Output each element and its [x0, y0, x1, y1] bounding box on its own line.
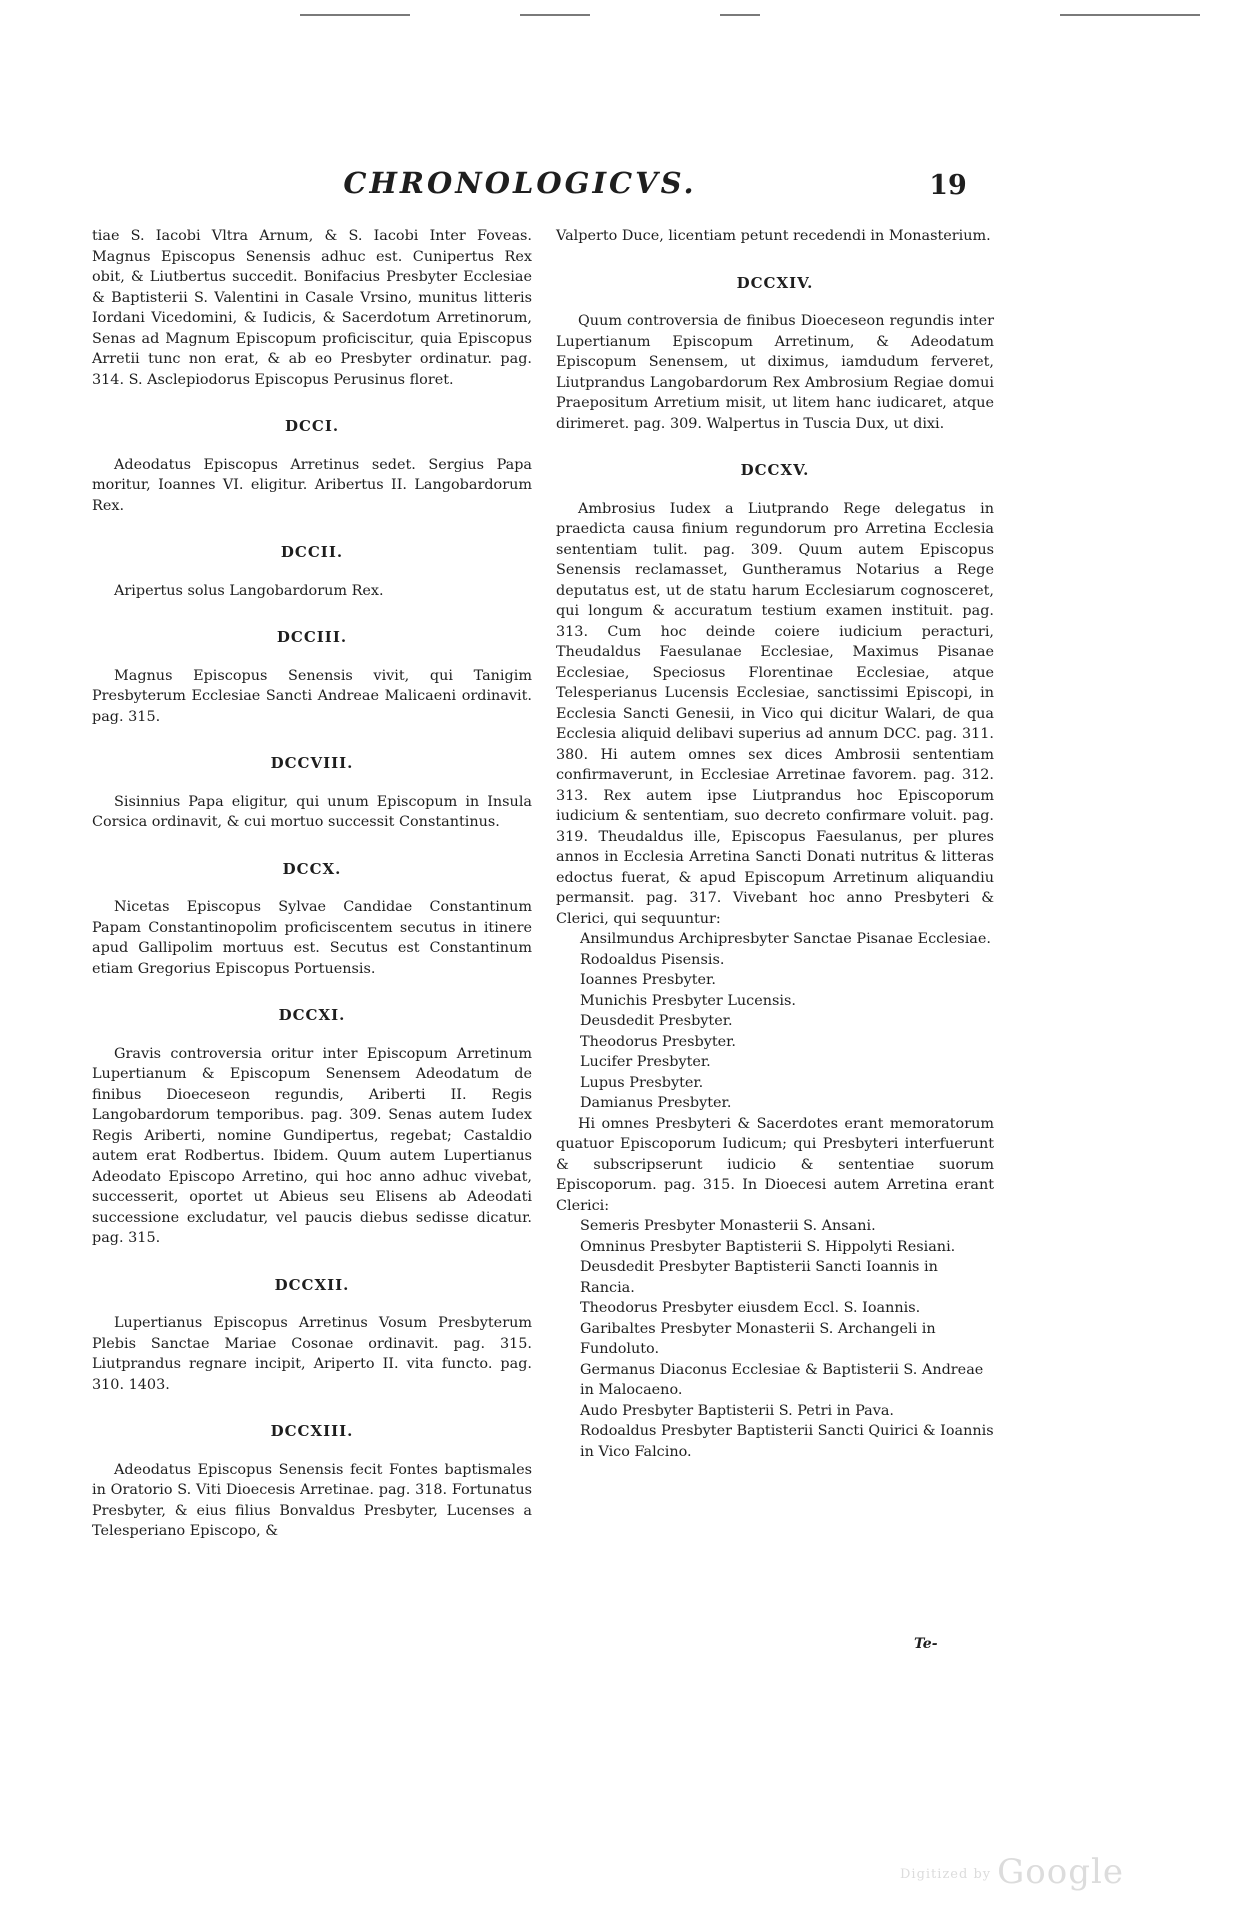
watermark-brand: Google: [997, 1852, 1124, 1892]
year-heading: DCCXV.: [740, 461, 810, 479]
year-heading: DCCX.: [282, 859, 342, 878]
year-heading: DCCXII.: [274, 1275, 350, 1294]
year-heading: DCCIII.: [276, 628, 348, 646]
chronicle-paragraph: tiae S. Iacobi Vltra Arnum, & S. Iacobi Inter Foveas. Magnus Episcopus Senensis adhuc est. Cunipertus Rex obit, & Liutbertus succedit. Bonifacius Presbyter Ecclesiae & Baptisterii S. Valentini in Casale Vrsino, munitus litteris Iordani Vicedomini, & Iudicis, & Sacerdotum Arretinorum, Senas ad Magnum Episcopum proficiscitur, quia Episcopus Arretii tunc non erat, & ab eo Presbyter ordinatur. pag. 314. S. Asclepiodorus Episcopus Perusinus floret.: [92, 228, 532, 388]
clergy-entry: Semeris Presbyter Monasterii S. Ansani.: [580, 1218, 876, 1234]
clergy-entry: Deusdedit Presbyter Baptisterii Sancti Ioannis in Rancia.: [580, 1259, 938, 1296]
year-heading: DCCI.: [284, 417, 340, 435]
page-number: 19: [929, 170, 967, 201]
chronicle-paragraph: Sisinnius Papa eligitur, qui unum Episcopum in Insula Corsica ordinavit, & cui mortuo successit Constantinus.: [92, 793, 532, 830]
clergy-entry: Damianus Presbyter.: [580, 1095, 732, 1111]
chronicle-paragraph: Lupertianus Episcopus Arretinus Vosum Presbyterum Plebis Sanctae Mariae Cosonae ordinavit. pag. 315. Liutprandus regnare incipit, Ariperto II. vita functo. pag. 310. 1403.: [92, 1315, 532, 1393]
chronicle-paragraph: Quum controversia de finibus Dioeceseon regundis inter Lupertianum Episcopum Arretinum, & Adeodatum Episcopum Senensem, ut diximus, iamdudum ferveret, Liutprandus Langobardorum Rex Ambrosium Regiae domui Praepositum Arretium misit, ut litem hanc iudicaret, atque dirimeret. pag. 309. Walpertus in Tuscia Dux, ut dixi.: [556, 313, 994, 432]
clergy-entry: Lucifer Presbyter.: [580, 1054, 711, 1070]
clergy-entry: Germanus Diaconus Ecclesiae & Baptisterii S. Andreae in Malocaeno.: [580, 1361, 984, 1398]
year-heading: DCCXIV.: [736, 273, 814, 292]
left-column: [92, 226, 532, 1542]
top-rule: [1060, 14, 1200, 16]
chronicle-paragraph: Valperto Duce, licentiam petunt recedendi in Monasterium.: [556, 228, 991, 244]
chronicle-paragraph: Hi omnes Presbyteri & Sacerdotes erant memoratorum quatuor Episcoporum Iudicum; qui Presbyteri interfuerunt & subscripserunt iudicio & sententiae suorum Episcoporum. pag. 315. In Dioecesi autem Arretina erant Clerici:: [556, 1115, 994, 1214]
clergy-entry: Lupus Presbyter.: [580, 1074, 704, 1091]
year-heading: DCCVIII.: [270, 754, 354, 772]
clergy-entry: Garibaltes Presbyter Monasterii S. Archangeli in Fundoluto.: [580, 1320, 936, 1357]
chronicle-paragraph: Magnus Episcopus Senensis vivit, qui Tanigim Presbyterum Ecclesiae Sancti Andreae Malicaeni ordinavit. pag. 315.: [92, 667, 532, 725]
top-rule: [720, 14, 760, 16]
chronicle-paragraph: Adeodatus Episcopus Senensis fecit Fontes baptismales in Oratorio S. Viti Dioecesis Arretinae. pag. 318. Fortunatus Presbyter, & eius filius Bonvaldus Presbyter, Lucenses a Telesperiano Episcopo, &: [92, 1461, 532, 1539]
year-heading: DCCXI.: [278, 1006, 346, 1024]
top-rule: [520, 14, 590, 16]
clergy-entry: Rodoaldus Pisensis.: [580, 951, 725, 968]
chronicle-paragraph: Nicetas Episcopus Sylvae Candidae Constantinum Papam Constantinopolim proficiscentem secutus in itinere apud Gallipolim mortuus est. Secutus est Constantinum etiam Gregorius Episcopus Portuensis.: [92, 899, 532, 977]
year-heading: DCCII.: [280, 543, 344, 561]
year-heading: DCCXIII.: [270, 1422, 354, 1440]
clergy-entry: Theodorus Presbyter eiusdem Eccl. S. Ioannis.: [580, 1300, 921, 1316]
clergy-entry: Audo Presbyter Baptisterii S. Petri in Pava.: [580, 1402, 894, 1419]
running-title: CHRONOLOGICVS.: [343, 166, 697, 200]
top-rule: [300, 14, 410, 16]
clergy-entry: Ansilmundus Archipresbyter Sanctae Pisanae Ecclesiae.: [580, 931, 991, 947]
clergy-entry: Omninus Presbyter Baptisterii S. Hippolyti Resiani.: [580, 1238, 956, 1255]
catchword: Te-: [914, 1636, 938, 1652]
clergy-entry: Munichis Presbyter Lucensis.: [580, 992, 796, 1009]
chronicle-paragraph: Ambrosius Iudex a Liutprando Rege delegatus in praedicta causa finium regundorum pro Arretina Ecclesia sententiam tulit. pag. 309. Quum autem Episcopus Senensis reclamasset, Guntheramus Notarius a Rege deputatus est, ut de statu harum Ecclesiarum cognosceret, qui longum & accuratum testium examen instituit. pag. 313. Cum hoc deinde coiere iudicium peracturi, Theudaldus Faesulanae Ecclesiae, Maximus Pisanae Ecclesiae, Speciosus Florentinae Ecclesiae, atque Telesperianus Lucensis Ecclesiae, sanctissimi Episcopi, in Ecclesia Sancti Genesii, in Vico qui dicitur Walari, de qua Ecclesia aliquid delibavi superius ad annum DCC. pag. 311. 380. Hi autem omnes sex dices Ambrosii sententiam confirmaverunt, in Ecclesiae Arretinae favorem. pag. 312. 313. Rex autem ipse Liutprandus hoc Episcoporum iudicium & sententiam, suo decreto confirmare voluit. pag. 319. Theudaldus ille, Episcopus Faesulanus, per plures annos in Ecclesia Arretina Sancti Donati nutritus & litteras edoctus fuerat, & apud Episcopum Arretinum aliquandiu permansit. pag. 317. Vivebant hoc anno Presbyteri & Clerici, qui sequuntur:: [556, 500, 994, 927]
watermark-prefix: Digitized by: [900, 1866, 992, 1882]
clergy-entry: Rodoaldus Presbyter Baptisterii Sancti Quirici & Ioannis in Vico Falcino.: [580, 1423, 994, 1460]
right-column: [556, 226, 994, 1462]
clergy-entry: Deusdedit Presbyter.: [580, 1013, 733, 1029]
chronicle-paragraph: Gravis controversia oritur inter Episcopum Arretinum Lupertianum & Episcopum Senensem Adeodatum de finibus Dioeceseon regundis, Ariberti II. Regis Langobardorum temporibus. pag. 309. Senas autem Iudex Regis Ariberti, nomine Gundipertus, regebat; Castaldio autem erat Rodbertus. Ibidem. Quum autem Lupertianus Adeodato Episcopo Arretino, qui hoc anno adhuc vivebat, successerit, oportet ut Abieus seu Elisens ab Adeodati successione excludatur, vel paucis diebus sedisse dicatur. pag. 315.: [92, 1045, 532, 1246]
digitized-watermark: [900, 1852, 1124, 1892]
clergy-entry: Ioannes Presbyter.: [580, 972, 716, 988]
chronicle-paragraph: Aripertus solus Langobardorum Rex.: [114, 582, 384, 599]
chronicle-paragraph: Adeodatus Episcopus Arretinus sedet. Sergius Papa moritur, Ioannes VI. eligitur. Aribertus II. Langobardorum Rex.: [92, 456, 532, 514]
clergy-entry: Theodorus Presbyter.: [580, 1033, 737, 1050]
